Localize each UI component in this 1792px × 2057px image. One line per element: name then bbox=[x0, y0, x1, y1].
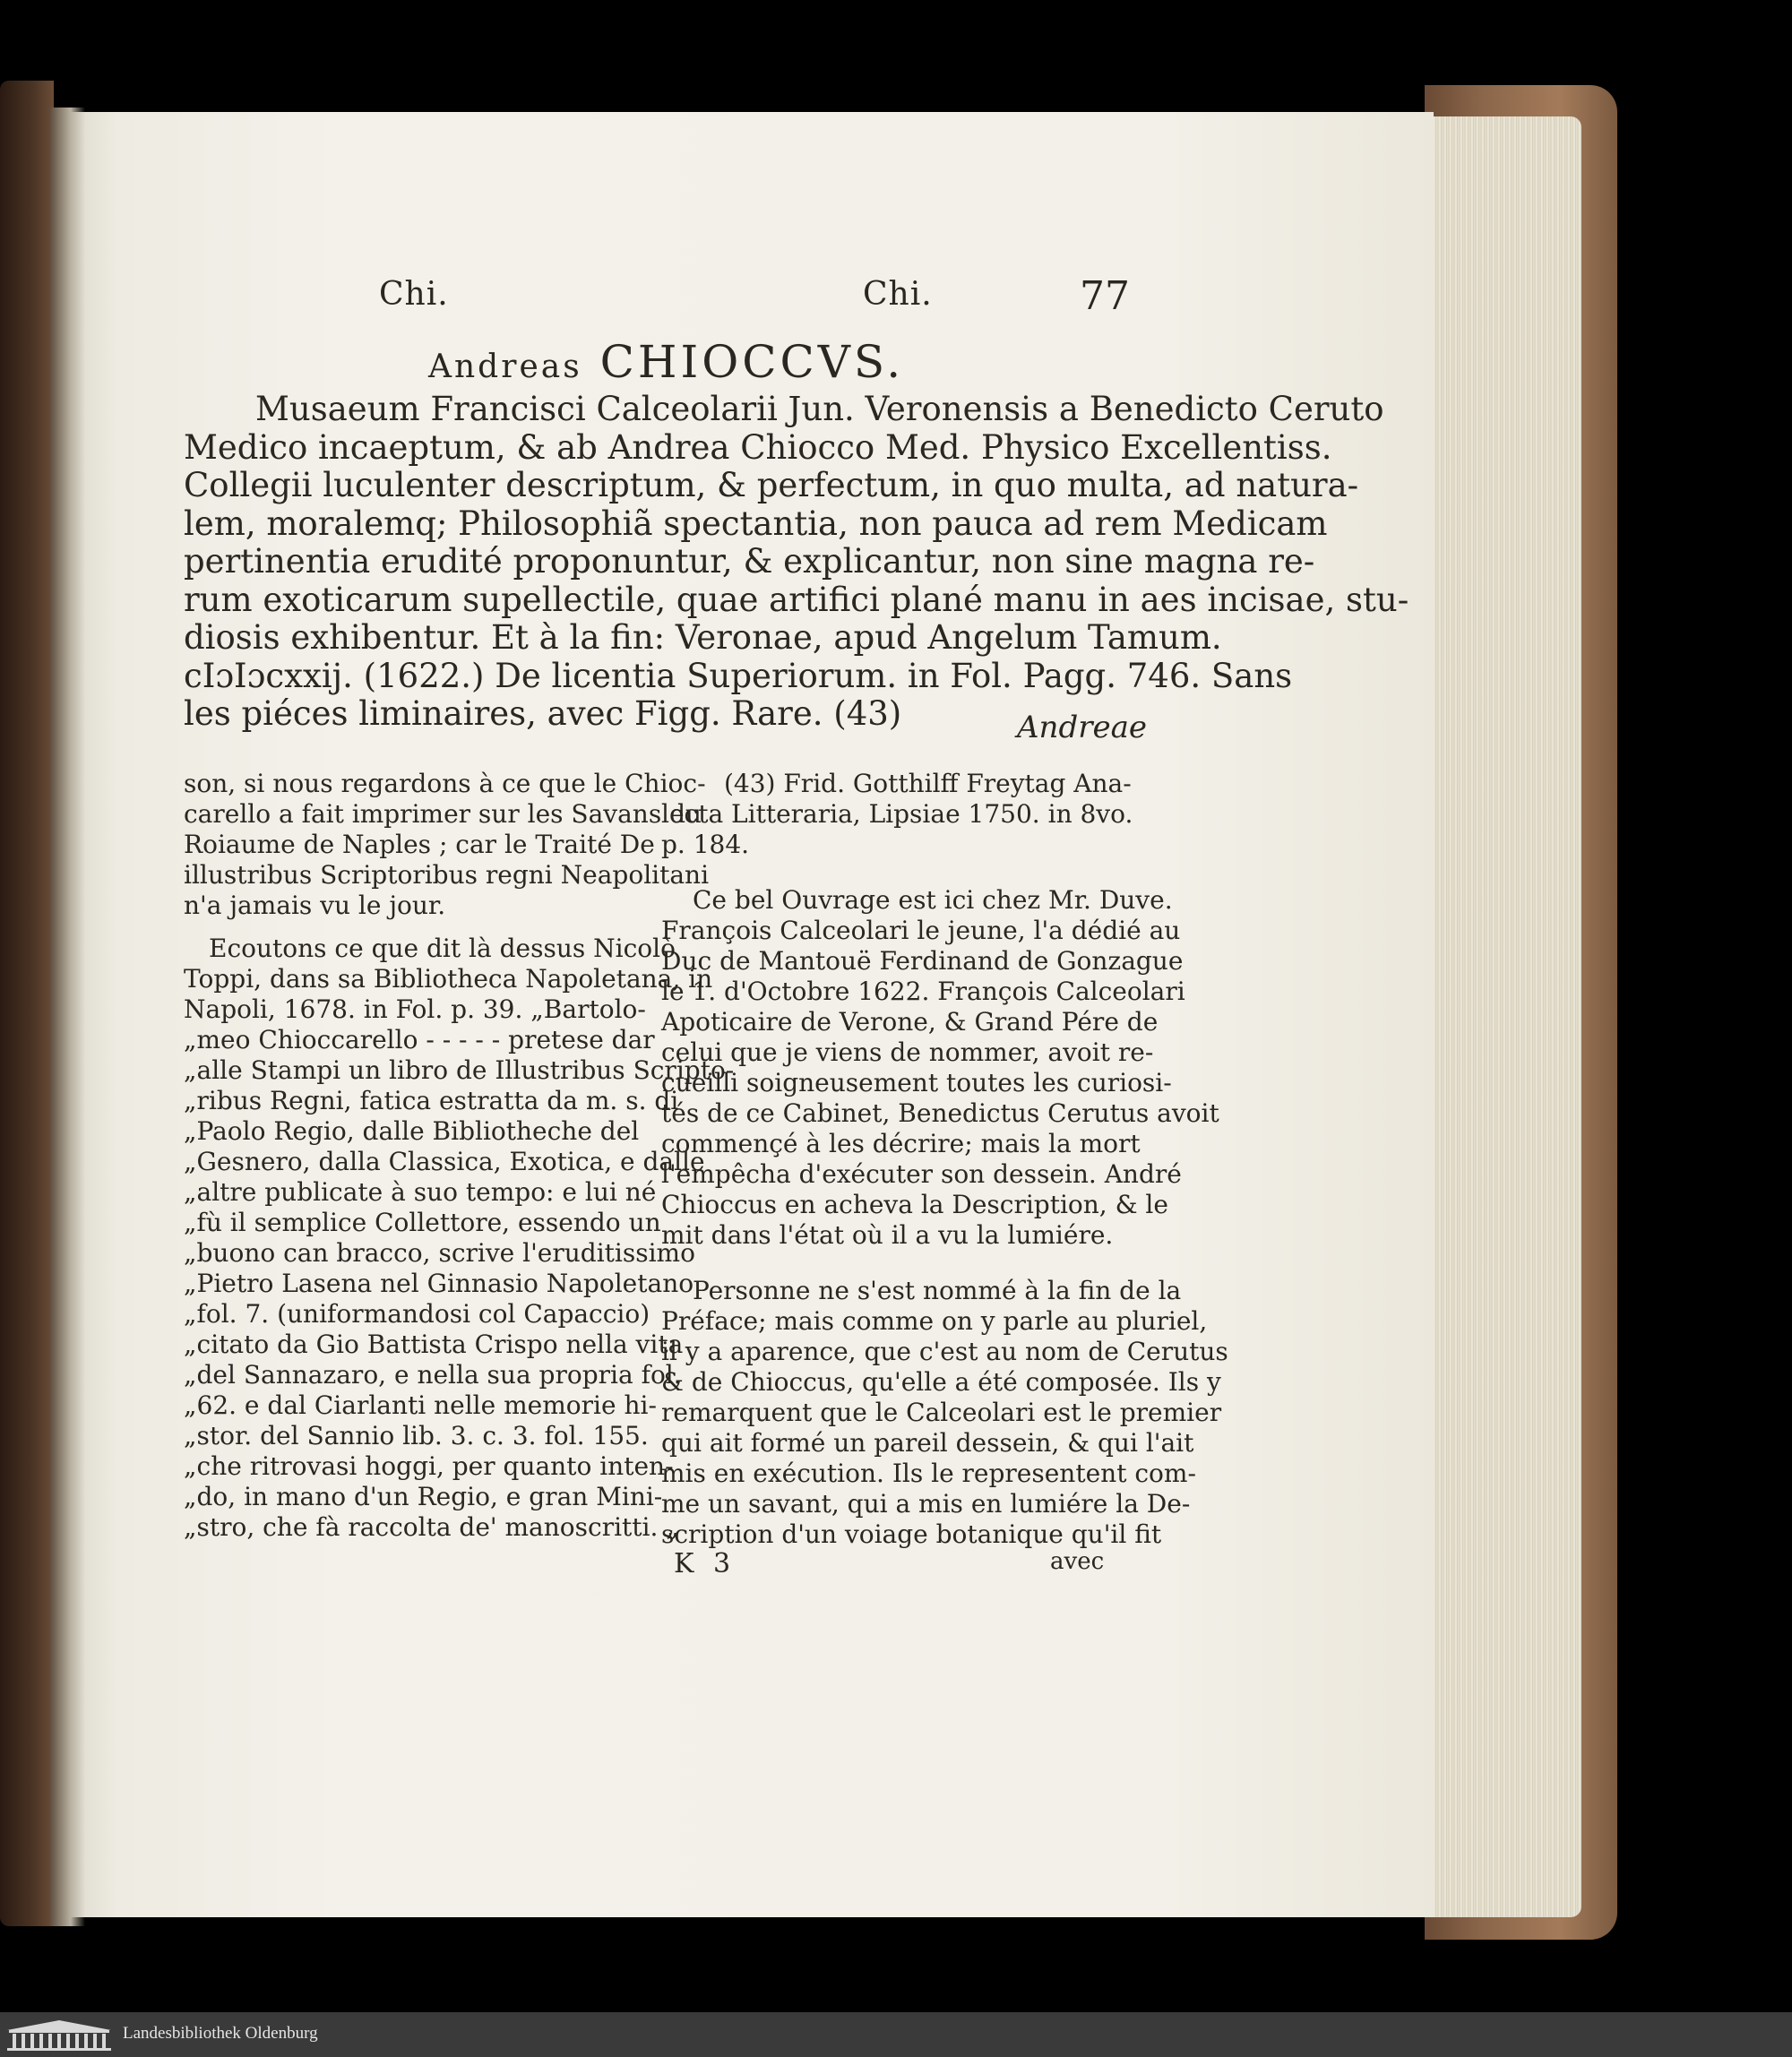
right-column-gap bbox=[661, 1251, 1114, 1276]
left-column-line: „fù il semplice Collettore, essendo un bbox=[184, 1208, 661, 1237]
right-column-line: scription d'un voiage botanique qu'il fit bbox=[661, 1519, 1162, 1549]
right-column-gap bbox=[661, 860, 1114, 885]
right-column-line: Duc de Mantouë Ferdinand de Gonzague bbox=[661, 946, 1184, 976]
left-column-line: carello a fait imprimer sur les Savans du bbox=[184, 799, 702, 829]
library-building-icon bbox=[5, 2018, 113, 2052]
left-column-line: illustribus Scriptoribus regni Neapolitani bbox=[184, 860, 710, 890]
left-column-line: „do, in mano d'un Regio, e gran Mini- bbox=[184, 1482, 663, 1511]
right-column-line: (43) Frid. Gotthilff Freytag Ana- bbox=[724, 769, 1132, 798]
main-line: lem, moralemq; Philosophiã spectantia, non pauca ad rem Medicam bbox=[184, 503, 1328, 543]
left-column-line: „che ritrovasi hoggi, per quanto inten- bbox=[184, 1451, 674, 1481]
right-column-line: Apoticaire de Verone, & Grand Pére de bbox=[661, 1007, 1159, 1037]
signature-mark: K 3 bbox=[674, 1548, 737, 1579]
right-column-line: l'empêcha d'exécuter son dessein. André bbox=[661, 1159, 1182, 1189]
left-column-line: son, si nous regardons à ce que le Chioc- bbox=[184, 769, 706, 798]
entry-title-surname: CHIOCCVS. bbox=[599, 336, 905, 388]
right-column-line: mis en exécution. Ils le representent com- bbox=[661, 1459, 1196, 1488]
right-column-line: Chioccus en acheva la Description, & le bbox=[661, 1190, 1168, 1219]
left-column-line: „del Sannazaro, e nella sua propria fol. bbox=[184, 1360, 682, 1390]
running-head-center: Chi. bbox=[863, 276, 933, 313]
right-column-line: qui ait formé un pareil dessein, & qui l'ait bbox=[661, 1428, 1194, 1458]
main-entry-text bbox=[184, 390, 1409, 734]
catchword-right: Andreae bbox=[1017, 710, 1147, 745]
left-column-line: Napoli, 1678. in Fol. p. 39. „Bartolo- bbox=[184, 994, 646, 1024]
main-line: cIɔIɔcxxij. (1622.) De licentia Superiorum. in Fol. Pagg. 746. Sans bbox=[184, 656, 1293, 695]
right-column-line: celui que je viens de nommer, avoit re- bbox=[661, 1037, 1154, 1067]
page-number: 77 bbox=[1080, 273, 1130, 319]
left-book-cover bbox=[0, 81, 54, 1926]
right-column-line: p. 184. bbox=[661, 830, 750, 859]
right-column-line: commençé à les décrire; mais la mort bbox=[661, 1129, 1141, 1158]
right-column-line: me un savant, qui a mis en lumiére la De- bbox=[661, 1489, 1191, 1519]
right-column-line: & de Chioccus, qu'elle a été composée. Ils y bbox=[661, 1367, 1221, 1397]
catchword-bottom: avec bbox=[1050, 1548, 1105, 1575]
right-column bbox=[661, 769, 1228, 1550]
left-column-line: n'a jamais vu le jour. bbox=[184, 891, 446, 920]
right-column-line: Préface; mais comme on y parle au pluriel, bbox=[661, 1306, 1208, 1336]
right-column-line: remarquent que le Calceolari est le premier bbox=[661, 1398, 1222, 1427]
right-column-line: le 1. d'Octobre 1622. François Calceolari bbox=[661, 977, 1185, 1006]
entry-title-forename: Andreas bbox=[428, 349, 582, 385]
main-line: pertinentia erudité proponuntur, & explicantur, non sine magna re- bbox=[184, 542, 1315, 581]
main-line: rum exoticarum supellectile, quae artifici plané manu in aes incisae, stu- bbox=[184, 580, 1409, 619]
left-column-line: „Paolo Regio, dalle Bibliotheche del bbox=[184, 1116, 640, 1146]
main-line: Musaeum Francisci Calceolarii Jun. Veronensis a Benedicto Ceruto bbox=[255, 390, 1384, 428]
library-name: Landesbibliothek Oldenburg bbox=[123, 2024, 318, 2043]
left-column-line: „altre publicate à suo tempo: e lui né bbox=[184, 1177, 657, 1207]
left-column-line: „buono can bracco, scrive l'eruditissimo bbox=[184, 1238, 695, 1268]
left-column-line: „alle Stampi un libro de Illustribus Scripto- bbox=[184, 1055, 735, 1085]
footer-bar bbox=[0, 2012, 1792, 2057]
right-column-line: tés de ce Cabinet, Benedictus Cerutus avoit bbox=[661, 1098, 1219, 1128]
left-column-line: „fol. 7. (uniformandosi col Capaccio) bbox=[184, 1299, 650, 1329]
left-column-line: „ribus Regni, fatica estratta da m. s. di bbox=[184, 1086, 679, 1115]
left-column-line: „Pietro Lasena nel Ginnasio Napoletano bbox=[184, 1269, 694, 1298]
right-column-line: lecta Litteraria, Lipsiae 1750. in 8vo. bbox=[661, 799, 1133, 829]
gutter-shadow bbox=[49, 108, 85, 1926]
right-column-line: Personne ne s'est nommé à la fin de la bbox=[693, 1276, 1182, 1305]
left-column-gap bbox=[184, 921, 632, 934]
right-column-line: François Calceolari le jeune, l'a dédié au bbox=[661, 916, 1181, 945]
left-column-line: Roiaume de Naples ; car le Traité De bbox=[184, 830, 655, 859]
main-line: diosis exhibentur. Et à la fin: Veronae, apud Angelum Tamum. bbox=[184, 618, 1222, 657]
left-column-line: „meo Chioccarello - - - - - pretese dar bbox=[184, 1025, 655, 1054]
main-line: Medico incaeptum, & ab Andrea Chiocco Med. Physico Excellentiss. bbox=[184, 427, 1332, 467]
right-column-line: mit dans l'état où il a vu la lumiére. bbox=[661, 1220, 1114, 1250]
main-line: Collegii luculenter descriptum, & perfectum, in quo multa, ad natura- bbox=[184, 466, 1359, 504]
right-column-line: Ce bel Ouvrage est ici chez Mr. Duve. bbox=[693, 885, 1173, 915]
left-column-line: Ecoutons ce que dit là dessus Nicolò bbox=[209, 934, 676, 963]
left-column-line: „citato da Gio Battista Crispo nella vita bbox=[184, 1330, 684, 1359]
left-column-line: „62. e dal Ciarlanti nelle memorie hi- bbox=[184, 1390, 657, 1420]
left-column-line: Toppi, dans sa Bibliotheca Napoletana, in bbox=[184, 964, 713, 994]
main-line: les piéces liminaires, avec Figg. Rare. (43) bbox=[184, 694, 902, 733]
page-fore-edge bbox=[1420, 116, 1581, 1917]
entry-title bbox=[428, 336, 904, 388]
left-column-line: „Gesnero, dalla Classica, Exotica, e dalle bbox=[184, 1147, 705, 1176]
left-column-line: „stro, che fà raccolta de' manoscritti. „ bbox=[184, 1512, 679, 1542]
running-head-left: Chi. bbox=[379, 276, 449, 313]
right-column-line: il y a aparence, que c'est au nom de Cerutus bbox=[661, 1337, 1228, 1366]
right-column-line: cueilli soigneusement toutes les curiosi- bbox=[661, 1068, 1172, 1097]
left-column-line: „stor. del Sannio lib. 3. c. 3. fol. 155. bbox=[184, 1421, 649, 1450]
